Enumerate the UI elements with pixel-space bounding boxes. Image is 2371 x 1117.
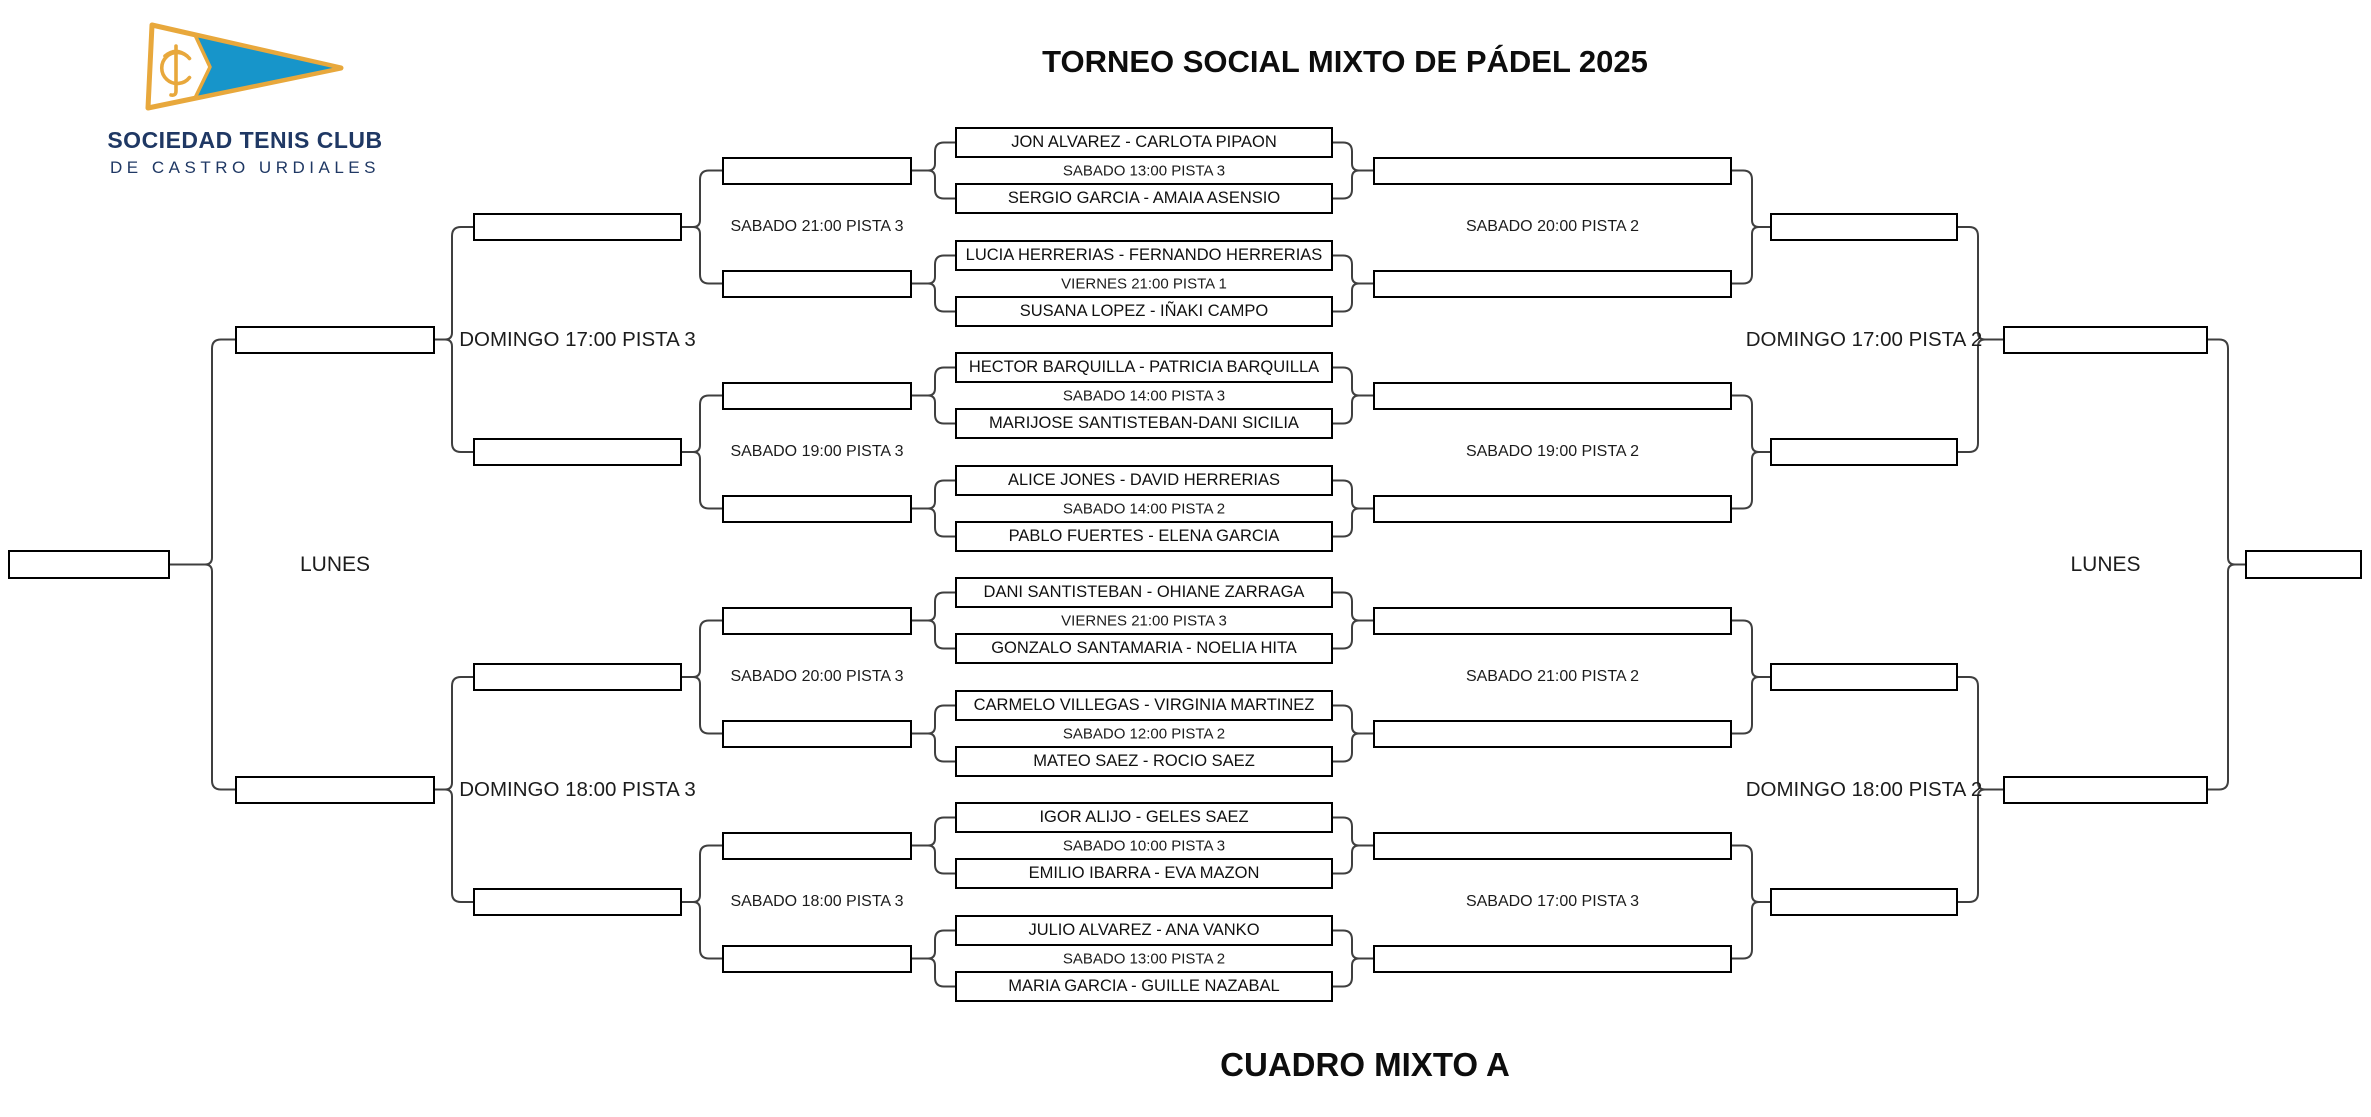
match-4-to-left-connector [912, 509, 955, 537]
left-round2-connector-4 [682, 846, 722, 903]
right-round2-time-label-1: SABADO 20:00 PISTA 2 [1465, 218, 1640, 235]
match-3-to-left-connector [912, 368, 955, 396]
match-4-time-label: SABADO 14:00 PISTA 2 [1062, 500, 1226, 517]
match-6-to-left-connector [912, 734, 955, 762]
club-subtitle: DE CASTRO URDIALES [110, 158, 380, 177]
match-3-to-right-connector [1333, 368, 1373, 396]
match-5-to-left-connector [912, 593, 955, 621]
match-7-to-left-connector [912, 846, 955, 874]
right-finalist-slot-2 [2003, 776, 2208, 804]
right-round2-slot-5 [1373, 607, 1732, 635]
right-champion-slot [2245, 550, 2362, 579]
match-2-to-right-connector [1333, 284, 1373, 312]
left-round2-connector-4 [682, 902, 722, 959]
left-semifinalist-slot-3 [473, 663, 682, 691]
match-1-to-left-connector [912, 143, 955, 171]
right-semifinalist-slot-4 [1770, 888, 1958, 916]
left-round2-connector-3 [682, 621, 722, 678]
right-round2-slot-7 [1373, 832, 1732, 860]
match-8-to-left-connector [912, 931, 955, 959]
right-semifinal-time-label-2: DOMINGO 18:00 PISTA 2 [1745, 777, 1983, 801]
match-6-team2-box: MATEO SAEZ - ROCIO SAEZ [955, 746, 1333, 777]
right-round2-slot-4 [1373, 495, 1732, 523]
left-round2-connector-3 [682, 677, 722, 734]
left-finalist-slot-2 [235, 776, 435, 804]
right-round2-connector-1 [1732, 227, 1770, 284]
match-4-team1-box: ALICE JONES - DAVID HERRERIAS [955, 465, 1333, 496]
right-round2-slot-3 [1373, 382, 1732, 410]
left-final-day-label: LUNES [299, 552, 371, 576]
right-semifinal-connector-1 [1958, 227, 2003, 340]
match-2-team1-box: LUCIA HERRERIAS - FERNANDO HERRERIAS [955, 240, 1333, 271]
right-round2-slot-1 [1373, 157, 1732, 185]
tournament-title: TORNEO SOCIAL MIXTO DE PÁDEL 2025 [1042, 44, 1648, 79]
left-round2-connector-2 [682, 452, 722, 509]
match-8-to-right-connector [1333, 959, 1373, 987]
left-semifinalist-slot-1 [473, 213, 682, 241]
right-round2-time-label-4: SABADO 17:00 PISTA 3 [1465, 893, 1640, 910]
left-round2-connector-1 [682, 171, 722, 228]
right-semifinalist-slot-2 [1770, 438, 1958, 466]
match-7-team2-box: EMILIO IBARRA - EVA MAZON [955, 858, 1333, 889]
left-final-connector [170, 565, 235, 790]
right-round2-time-label-3: SABADO 21:00 PISTA 2 [1465, 668, 1640, 685]
right-semifinalist-slot-3 [1770, 663, 1958, 691]
right-semifinal-time-label-1: DOMINGO 17:00 PISTA 2 [1745, 327, 1983, 351]
left-round2-time-label-4: SABADO 18:00 PISTA 3 [730, 893, 904, 910]
right-semifinal-connector-2 [1958, 677, 2003, 790]
match-7-to-right-connector [1333, 846, 1373, 874]
left-round2-slot-5 [722, 607, 912, 635]
match-4-team2-box: PABLO FUERTES - ELENA GARCIA [955, 521, 1333, 552]
match-1-to-left-connector [912, 171, 955, 199]
right-final-connector [2208, 340, 2245, 565]
left-round2-slot-1 [722, 157, 912, 185]
left-round2-slot-3 [722, 382, 912, 410]
match-2-to-left-connector [912, 256, 955, 284]
left-semifinalist-slot-4 [473, 888, 682, 916]
match-8-to-left-connector [912, 959, 955, 987]
right-semifinalist-slot-1 [1770, 213, 1958, 241]
left-semifinal-connector-2 [435, 790, 473, 903]
match-8-team2-box: MARIA GARCIA - GUILLE NAZABAL [955, 971, 1333, 1002]
match-5-to-left-connector [912, 621, 955, 649]
match-4-to-right-connector [1333, 509, 1373, 537]
right-round2-connector-2 [1732, 452, 1770, 509]
right-final-day-label: LUNES [2070, 552, 2141, 576]
match-3-team1-box: HECTOR BARQUILLA - PATRICIA BARQUILLA [955, 352, 1333, 383]
left-semifinal-connector-1 [435, 340, 473, 453]
match-6-to-left-connector [912, 706, 955, 734]
match-3-time-label: SABADO 14:00 PISTA 3 [1062, 387, 1226, 404]
match-1-to-right-connector [1333, 171, 1373, 199]
match-3-to-right-connector [1333, 396, 1373, 424]
match-5-to-right-connector [1333, 593, 1373, 621]
right-semifinal-connector-1 [1958, 340, 2003, 453]
right-round2-connector-2 [1732, 396, 1770, 453]
match-6-to-right-connector [1333, 706, 1373, 734]
left-round2-connector-1 [682, 227, 722, 284]
match-5-time-label: VIERNES 21:00 PISTA 3 [1061, 612, 1227, 629]
right-round2-slot-2 [1373, 270, 1732, 298]
right-round2-time-label-2: SABADO 19:00 PISTA 2 [1465, 443, 1640, 460]
right-round2-slot-6 [1373, 720, 1732, 748]
left-champion-slot [8, 550, 170, 579]
match-5-to-right-connector [1333, 621, 1373, 649]
match-6-to-right-connector [1333, 734, 1373, 762]
left-semifinal-connector-2 [435, 677, 473, 790]
match-5-team2-box: GONZALO SANTAMARIA - NOELIA HITA [955, 633, 1333, 664]
match-8-time-label: SABADO 13:00 PISTA 2 [1062, 950, 1226, 967]
left-round2-slot-8 [722, 945, 912, 973]
match-8-team1-box: JULIO ALVAREZ - ANA VANKO [955, 915, 1333, 946]
left-round2-time-label-3: SABADO 20:00 PISTA 3 [730, 668, 904, 685]
right-round2-slot-8 [1373, 945, 1732, 973]
right-finalist-slot-1 [2003, 326, 2208, 354]
left-round2-slot-6 [722, 720, 912, 748]
match-1-team1-box: JON ALVAREZ - CARLOTA PIPAON [955, 127, 1333, 158]
match-7-to-right-connector [1333, 818, 1373, 846]
match-7-to-left-connector [912, 818, 955, 846]
right-final-connector [2208, 565, 2245, 790]
left-round2-connector-2 [682, 396, 722, 453]
match-3-to-left-connector [912, 396, 955, 424]
right-round2-connector-3 [1732, 621, 1770, 678]
right-round2-connector-4 [1732, 902, 1770, 959]
footer-draw-title: CUADRO MIXTO A [1220, 1046, 1510, 1083]
left-round2-slot-7 [722, 832, 912, 860]
left-final-connector [170, 340, 235, 565]
left-round2-time-label-2: SABADO 19:00 PISTA 3 [730, 443, 904, 460]
right-round2-connector-1 [1732, 171, 1770, 228]
left-round2-slot-2 [722, 270, 912, 298]
match-6-time-label: SABADO 12:00 PISTA 2 [1062, 725, 1226, 742]
match-1-to-right-connector [1333, 143, 1373, 171]
match-2-time-label: VIERNES 21:00 PISTA 1 [1061, 275, 1227, 292]
left-semifinalist-slot-2 [473, 438, 682, 466]
match-1-team2-box: SERGIO GARCIA - AMAIA ASENSIO [955, 183, 1333, 214]
match-4-to-left-connector [912, 481, 955, 509]
left-round2-time-label-1: SABADO 21:00 PISTA 3 [730, 218, 904, 235]
club-name: SOCIEDAD TENIS CLUB [107, 127, 383, 153]
left-semifinal-time-label-2: DOMINGO 18:00 PISTA 3 [459, 777, 696, 801]
match-2-to-left-connector [912, 284, 955, 312]
left-finalist-slot-1 [235, 326, 435, 354]
match-2-to-right-connector [1333, 256, 1373, 284]
match-1-time-label: SABADO 13:00 PISTA 3 [1062, 162, 1226, 179]
match-8-to-right-connector [1333, 931, 1373, 959]
right-semifinal-connector-2 [1958, 790, 2003, 903]
match-3-team2-box: MARIJOSE SANTISTEBAN-DANI SICILIA [955, 408, 1333, 439]
match-6-team1-box: CARMELO VILLEGAS - VIRGINIA MARTINEZ [955, 690, 1333, 721]
left-round2-slot-4 [722, 495, 912, 523]
match-2-team2-box: SUSANA LOPEZ - IÑAKI CAMPO [955, 296, 1333, 327]
right-round2-connector-4 [1732, 846, 1770, 903]
match-7-team1-box: IGOR ALIJO - GELES SAEZ [955, 802, 1333, 833]
left-semifinal-time-label-1: DOMINGO 17:00 PISTA 3 [459, 327, 696, 351]
left-semifinal-connector-1 [435, 227, 473, 340]
match-4-to-right-connector [1333, 481, 1373, 509]
match-7-time-label: SABADO 10:00 PISTA 3 [1062, 837, 1226, 854]
right-round2-connector-3 [1732, 677, 1770, 734]
match-5-team1-box: DANI SANTISTEBAN - OHIANE ZARRAGA [955, 577, 1333, 608]
